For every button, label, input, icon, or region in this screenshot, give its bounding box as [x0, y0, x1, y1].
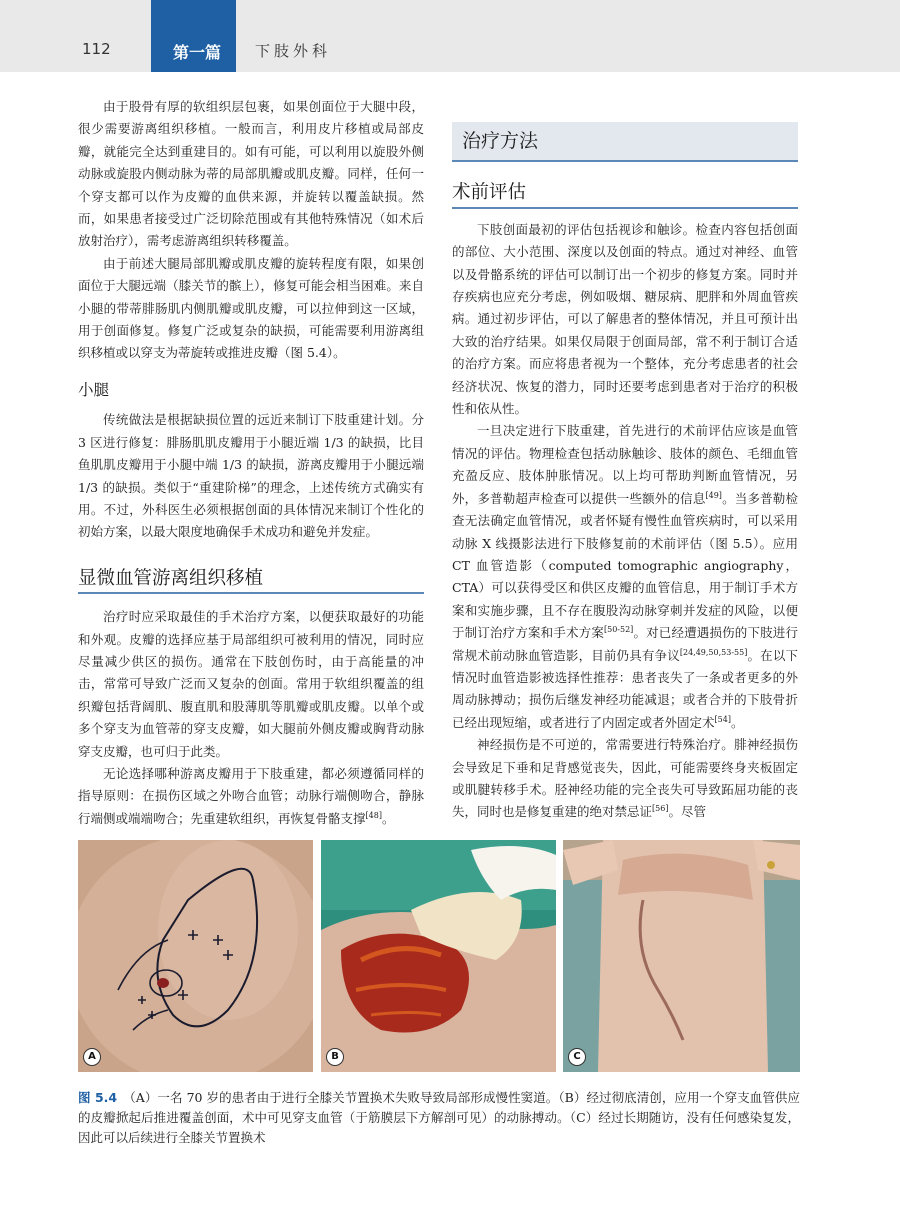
panel-label-c: C — [568, 1048, 586, 1066]
section-heading-microvascular: 显微血管游离组织移植 — [78, 568, 424, 594]
paragraph: 治疗时应采取最佳的手术治疗方案，以便获取最好的功能和外观。皮瓣的选择应基于局部组织可被利用的情况，同时应尽量减少供区的损伤。通常在下肢创伤时，由于高能量的冲击，常常可导致广泛而又复杂的创面。常用于软组织覆盖的组织瓣包括背阔肌、腹直肌和股薄肌等肌瓣或肌皮瓣。以单个或多个穿支为血管蒂的穿支皮瓣，如大腿前外侧皮瓣或胸背动脉穿支皮瓣，也可归于此类。 — [78, 609, 424, 759]
paragraph-text: 。当多普勒检查无法确定血管情况，或者怀疑有慢性血管疾病时，可以采用动脉 X 线摄影法进行下肢修复前的术前评估（图 5.5）。应用 CT 血管造影（computed tomographic angiography，CTA）可以获得受区和供区皮瓣的血管信息，用于制订手术方案和实施步骤，且不存在腹股沟动脉穿刺并发症的风险，以便于制订治疗方案和手术方案 — [452, 490, 798, 641]
paragraph: 由于股骨有厚的软组织层包裹，如果创面位于大腿中段，很少需要游离组织移植。一般而言，利用皮片移植或局部皮瓣，就能完全达到重建目的。如有可能，可以利用以旋股外侧动脉或旋股内侧动脉为蒂的局部肌瓣或肌皮瓣。同样，任何一个穿支都可以作为皮瓣的血供来源，并旋转以覆盖缺损。然而，如果患者接受过广泛切除范围或有其他特殊情况（如术后放射治疗），需考虑游离组织转移覆盖。 — [78, 99, 424, 249]
surgical-photo — [321, 840, 556, 1072]
figure-caption — [78, 1088, 800, 1148]
section-heading-treatment: 治疗方法 — [452, 122, 798, 162]
paragraph — [78, 763, 424, 830]
healed-knee-photo — [563, 840, 800, 1072]
citation: [48] — [365, 810, 382, 820]
page-number: 112 — [82, 40, 111, 58]
paragraph-text: 无论选择哪种游离皮瓣用于下肢重建，都必须遵循同样的指导原则：在损伤区域之外吻合血管；动脉行端侧吻合，静脉行端侧或端端吻合；先重建软组织，再恢复骨骼支撑 — [78, 765, 424, 826]
caption-text: （A）一名 70 岁的患者由于进行全膝关节置换术失败导致局部形成慢性窦道。（B）经过彻底清创，应用一个穿支血管供应的皮瓣掀起后推进覆盖创面，术中可见穿支血管（于筋膜层下方解剖可见）的动脉搏动。（C）经过长期随访，没有任何感染复发，因此可以后续进行全膝关节置换术 — [78, 1090, 800, 1145]
paragraph: 下肢创面最初的评估包括视诊和触诊。检查内容包括创面的部位、大小范围、深度以及创面的特点。通过对神经、血管以及骨骼系统的评估可以制订出一个初步的修复方案。同时并存疾病也应充分考虑，例如吸烟、糖尿病、肥胖和外周血管疾病。通过初步评估，可以了解患者的整体情况，并且可预计出大致的治疗结果。如果仅局限于创面局部，常不利于制订合适的治疗方案。而应将患者视为一个整体，充分考虑患者的社会经济状况、恢复的潜力，同时还要考虑到患者对于治疗的积极性和依从性。 — [452, 221, 798, 417]
paragraph-text: 一旦决定进行下肢重建，首先进行的术前评估应该是血管情况的评估。物理检查包括动脉触诊、肢体的颜色、毛细血管充盈反应、肢体肿胀情况。以上均可帮助判断血管情况，另外，多普勒超声检查可以提供一些额外的信息 — [452, 423, 798, 506]
figure-panel-b — [321, 840, 556, 1072]
part-label: 第一篇 — [173, 43, 222, 62]
citation: [49] — [705, 490, 722, 500]
paragraph — [452, 734, 798, 824]
paragraph: 传统做法是根据缺损位置的远近来制订下肢重建计划。分 3 区进行修复：腓肠肌肌皮瓣用于小腿近端 1/3 的缺损，比目鱼肌肌皮瓣用于小腿中端 1/3 的缺损，游离皮瓣用于小腿远端 1/3 的缺损。类似于“重建阶梯”的理念，上述传统方式确实有用。不过，外科医生必须根据创面的具体情况来制订个性化的初始方案，以最大限度地确保手术成功和避免并发症。 — [78, 412, 424, 540]
figure-panel-a — [78, 840, 313, 1072]
left-column — [78, 96, 424, 830]
paragraph-text: 。 — [381, 810, 395, 826]
knee-photo-marked — [78, 840, 313, 1072]
paragraph-text: 。对已经遭遇损伤的下肢进行常规术前动脉血管造影，目前仍具有争议 — [452, 625, 798, 663]
part-tab — [151, 0, 236, 72]
right-column — [452, 122, 798, 824]
chapter-title: 下肢外科 — [255, 42, 332, 60]
paragraph-text: 。在以下情况时血管造影被选择性推荐：患者丧失了一条或者更多的外周动脉搏动；损伤后继发神经功能减退；或者合并的下肢骨折已经出现短缩，或者进行了内固定或者外固定术 — [452, 647, 798, 730]
paragraph-text: 。尽管 — [668, 804, 706, 820]
page-header — [0, 0, 900, 72]
caption-label: 图 5.4 — [78, 1090, 118, 1105]
citation: [50-52] — [604, 624, 634, 634]
paragraph — [452, 420, 798, 734]
citation: [24,49,50,53-55] — [679, 647, 748, 657]
section-heading-preop: 术前评估 — [452, 182, 798, 208]
figure-panel-c — [563, 840, 800, 1072]
panel-label-a: A — [83, 1048, 101, 1066]
section-heading-calf: 小腿 — [78, 380, 110, 399]
paragraph-text: 。 — [730, 714, 744, 730]
citation: [56] — [652, 804, 669, 814]
citation: [54] — [714, 714, 731, 724]
paragraph: 由于前述大腿局部肌瓣或肌皮瓣的旋转程度有限，如果创面位于大腿远端（膝关节的髌上），修复可能会相当困难。来自小腿的带蒂腓肠肌内侧肌瓣或肌皮瓣，可以拉伸到这一区域，用于创面修复。修复广泛或复杂的缺损，可能需要利用游离组织移植或以穿支为蒂旋转或推进皮瓣（图 5.4）。 — [78, 255, 424, 361]
panel-label-b: B — [326, 1048, 344, 1066]
paragraph-text: 神经损伤是不可逆的，常需要进行特殊治疗。腓神经损伤会导致足下垂和足背感觉丧失，因此，可能需要终身夹板固定或肌腱转移手术。胫神经功能的完全丧失可导致跖屈功能的丧失，同时也是修复重建的绝对禁忌证 — [452, 737, 798, 820]
